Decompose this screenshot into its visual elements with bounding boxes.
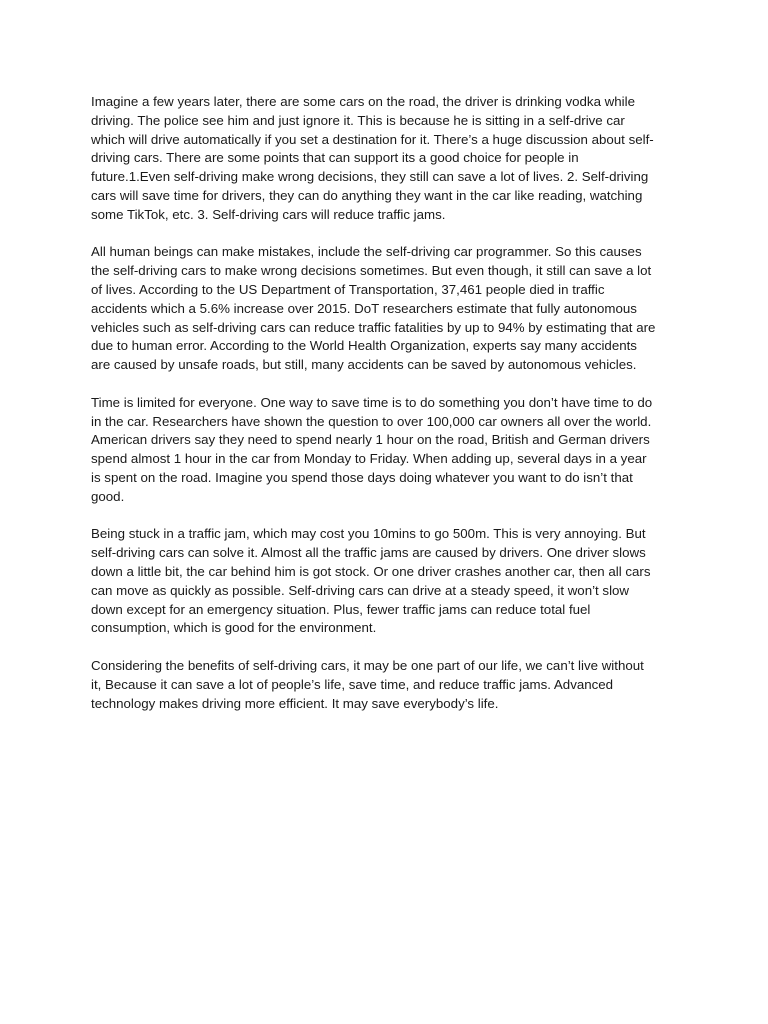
text-line: Being stuck in a traffic jam, which may cost you 10mins to go 500m. This is very annoying. But	[91, 526, 646, 542]
text-line: some TikTok, etc. 3. Self-driving cars will reduce traffic jams.	[91, 206, 446, 222]
text-line: good.	[91, 488, 125, 504]
text-line: driving cars. There are some points that can support its a good choice for people in	[91, 150, 579, 166]
text-line: the self-driving cars to make wrong decisions sometimes. But even though, it still can save a lot	[91, 263, 652, 279]
text-line: vehicles such as self-driving cars can reduce traffic fatalities by up to 94% by estimating that are	[91, 319, 656, 335]
paragraph-conclusion	[91, 657, 687, 713]
text-line: down except for an emergency situation. Plus, fewer traffic jams can reduce total fuel	[91, 601, 591, 617]
text-line: All human beings can make mistakes, include the self-driving car programmer. So this causes	[91, 244, 642, 260]
text-line: cars will save time for drivers, they can do anything they want in the car like reading, watching	[91, 187, 643, 203]
paragraph-spacer	[91, 638, 687, 657]
text-line: can move as quickly as possible. Self-driving cars can drive at a steady speed, it won’t slow	[91, 582, 630, 598]
text-line: down a little bit, the car behind him is got stock. Or one driver crashes another car, then all cars	[91, 563, 651, 579]
text-line: due to human error. According to the World Health Organization, experts say many accidents	[91, 338, 637, 354]
text-line: are caused by unsafe roads, but still, many accidents can be saved by autonomous vehicles.	[91, 357, 637, 373]
paragraph-mistakes	[91, 243, 687, 375]
text-line: of lives. According to the US Department of Transportation, 37,461 people died in traffic	[91, 281, 605, 297]
paragraph-intro	[91, 93, 687, 225]
text-line: spend almost 1 hour in the car from Monday to Friday. When adding up, several days in a year	[91, 451, 647, 467]
text-line: it, Because it can save a lot of people’s life, save time, and reduce traffic jams. Advanced	[91, 676, 614, 692]
document-body	[91, 93, 687, 713]
text-line: technology makes driving more efficient. It may save everybody’s life.	[91, 695, 499, 711]
text-line: Imagine a few years later, there are some cars on the road, the driver is drinking vodka while	[91, 94, 635, 109]
text-line: driving. The police see him and just ignore it. This is because he is sitting in a self-drive car	[91, 112, 625, 128]
text-line: is spent on the road. Imagine you spend those days doing whatever you want to do isn’t that	[91, 469, 633, 485]
text-line: Considering the benefits of self-driving cars, it may be one part of our life, we can’t live without	[91, 657, 644, 673]
text-line: in the car. Researchers have shown the question to over 100,000 car owners all over the world.	[91, 413, 652, 429]
paragraph-spacer	[91, 507, 687, 526]
text-line: which will drive automatically if you set a destination for it. There’s a huge discussion about self-	[91, 131, 654, 147]
paragraph-spacer	[91, 375, 687, 394]
text-line: Time is limited for everyone. One way to save time is to do something you don’t have time to do	[91, 394, 653, 410]
text-line: accidents which a 5.6% increase over 2015. DoT researchers estimate that fully autonomous	[91, 300, 637, 316]
text-line: consumption, which is good for the environment.	[91, 620, 377, 636]
paragraph-traffic	[91, 525, 687, 638]
paragraph-time	[91, 394, 687, 507]
text-line: American drivers say they need to spend nearly 1 hour on the road, British and German drivers	[91, 432, 650, 448]
text-line: self-driving cars can solve it. Almost all the traffic jams are caused by drivers. One driver slows	[91, 545, 646, 561]
text-line: future.1.Even self-driving make wrong decisions, they still can save a lot of lives. 2. Self-driving	[91, 169, 649, 185]
paragraph-spacer	[91, 225, 687, 244]
